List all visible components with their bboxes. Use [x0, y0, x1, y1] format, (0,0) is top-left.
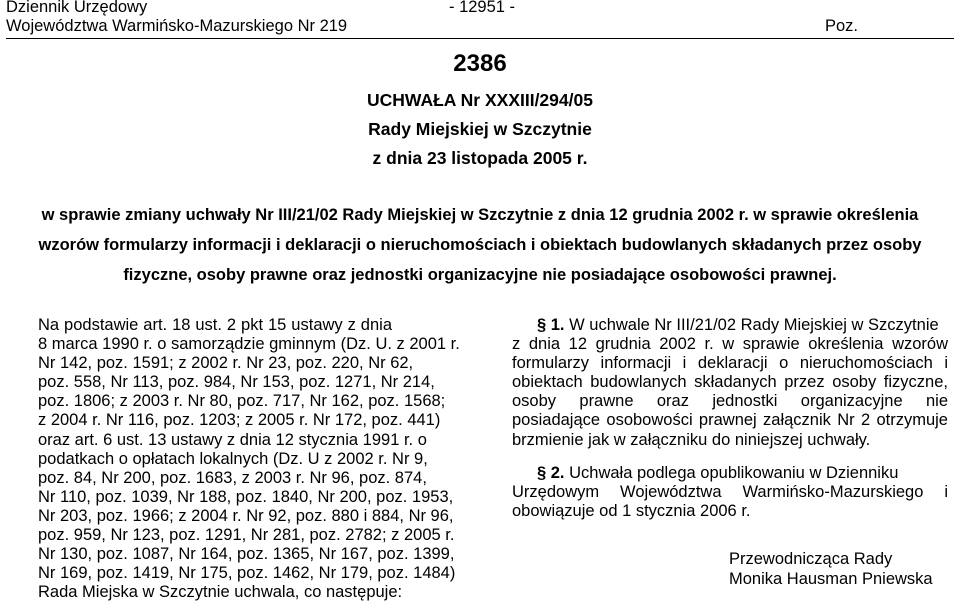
- resolution-title: UCHWAŁA Nr XXXIII/294/05: [367, 90, 593, 110]
- section-2-line: obowiązuje od 1 stycznia 2006 r.: [512, 501, 751, 520]
- section-2-text: Uchwała podlega opublikowaniu w Dzienniku: [564, 463, 899, 482]
- section-2-marker: § 2.: [537, 463, 565, 482]
- legal-basis-line: poz. 959, Nr 123, poz. 1291, Nr 281, poz. 2782; z 2005 r.: [38, 526, 455, 545]
- section-1-first-line: [512, 316, 948, 335]
- legal-basis-line: z 2004 r. Nr 116, poz. 1203; z 2005 r. Nr 172, poz. 441): [38, 411, 441, 430]
- paragraph-gap: [512, 450, 948, 462]
- legal-basis-line: Nr 169, poz. 1419, Nr 175, poz. 1462, Nr 179, poz. 1484): [38, 564, 456, 583]
- section-1-line: posiadające osobowości prawnej załącznik Nr 2 otrzymuje: [512, 411, 948, 430]
- section-1-line: osoby prawne oraz jednostki organizacyjne nie: [512, 392, 948, 411]
- legal-basis-line: podatkach o opłatach lokalnych (Dz. U z 2002 r. Nr 9,: [38, 449, 428, 468]
- council-name: Rady Miejskiej w Szczytnie: [368, 119, 592, 139]
- legal-basis-line: 8 marca 1990 r. o samorządzie gminnym (Dz. U. z 2001 r.: [38, 335, 460, 354]
- document-number: 2386: [453, 50, 507, 77]
- header-divider: [6, 38, 954, 39]
- section-1-line: z dnia 12 grudnia 2002 r. w sprawie określenia wzorów: [512, 335, 948, 354]
- legal-basis-line: poz. 84, Nr 200, poz. 1683, z 2003 r. Nr 96, poz. 874,: [38, 468, 427, 487]
- section-2-line: Urzędowym Województwa Warmińsko-Mazurskiego i: [512, 482, 948, 501]
- legal-basis-paragraph: [38, 316, 460, 602]
- section-2-first-line: [512, 462, 948, 483]
- section-1-text: W uchwale Nr III/21/02 Rady Miejskiej w Szczytnie: [564, 316, 939, 334]
- position-label: Poz.: [825, 17, 859, 35]
- legal-basis-line: Nr 203, poz. 1966; z 2004 r. Nr 92, poz. 880 i 884, Nr 96,: [38, 506, 454, 525]
- legal-basis-line: poz. 558, Nr 113, poz. 984, Nr 153, poz. 1271, Nr 214,: [38, 373, 435, 392]
- legal-basis-line: Nr 110, poz. 1039, Nr 188, poz. 1840, Nr 200, poz. 1953,: [38, 487, 454, 506]
- legal-basis-line: poz. 1806; z 2003 r. Nr 80, poz. 717, Nr 162, poz. 1568;: [38, 392, 446, 411]
- section-1-marker: § 1.: [537, 316, 565, 334]
- subject-line: wzorów formularzy informacji i deklaracji o nieruchomościach i obiektach budowlanych składanych przez osoby: [38, 236, 922, 254]
- subject-line: w sprawie zmiany uchwały Nr III/21/02 Rady Miejskiej w Szczytnie z dnia 12 grudnia 2002 r. w sprawie określenia: [41, 206, 919, 224]
- resolution-date: z dnia 23 listopada 2005 r.: [372, 148, 588, 168]
- legal-basis-line: Na podstawie art. 18 ust. 2 pkt 15 ustawy z dnia: [38, 316, 392, 334]
- legal-basis-line: Nr 142, poz. 1591; z 2002 r. Nr 23, poz. 220, Nr 62,: [38, 354, 414, 373]
- publication-title: Dziennik Urzędowy: [6, 0, 148, 16]
- page-number: - 12951 -: [449, 0, 516, 16]
- resolution-body: [512, 316, 948, 521]
- signatory-role: Przewodnicząca Rady: [729, 550, 893, 568]
- enactment-line: Rada Miejska w Szczytnie uchwala, co następuje:: [38, 583, 403, 602]
- section-1-line: formularzy informacji i deklaracji o nieruchomościach i: [512, 354, 948, 373]
- voivodeship-line: Województwa Warmińsko-Mazurskiego Nr 219: [6, 17, 348, 35]
- legal-basis-line: Nr 130, poz. 1087, Nr 164, poz. 1365, Nr 167, poz. 1399,: [38, 545, 455, 564]
- legal-basis-line: oraz art. 6 ust. 13 ustawy z dnia 12 stycznia 1991 r. o: [38, 430, 427, 449]
- section-1-line: brzmienie jak w załączniku do niniejszej uchwały.: [512, 430, 871, 449]
- signatory-name: Monika Hausman Pniewska: [729, 570, 933, 588]
- section-1-line: obiektach budowlanych składanych przez osoby fizyczne,: [512, 373, 948, 392]
- subject-line: fizyczne, osoby prawne oraz jednostki organizacyjne nie posiadające osobowości prawnej.: [123, 266, 837, 284]
